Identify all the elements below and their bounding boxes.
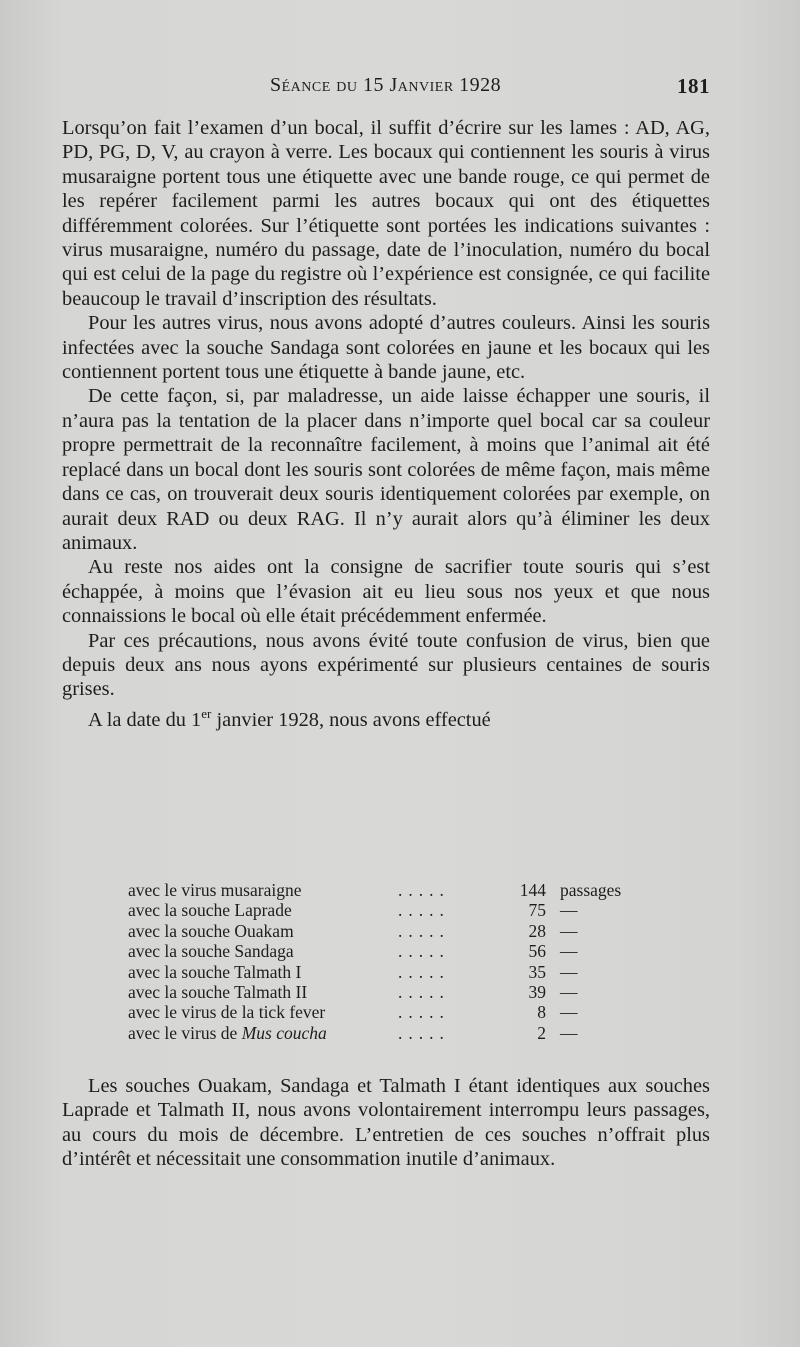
passage-label: avec la souche Ouakam <box>128 920 294 941</box>
ditto-dash: — <box>560 1022 578 1043</box>
leader-dots: ..... <box>398 1022 450 1043</box>
passage-row <box>128 1023 670 1043</box>
passage-count: 2 <box>537 1022 546 1043</box>
ditto-dash: — <box>560 1002 578 1023</box>
leader-dots: ..... <box>398 982 450 1003</box>
main-text <box>62 116 710 732</box>
passage-row <box>128 900 670 920</box>
leader-dots: ..... <box>398 1002 450 1023</box>
paragraph: Pour les autres virus, nous avons adopté d’autres couleurs. Ainsi les souris infectées avec la souche Sandaga sont colorées en jaune et les bocaux qui les contiennent portent tous une étiquette à bande jaune, etc. <box>62 312 710 384</box>
leader-dots: ..... <box>398 900 450 921</box>
passage-row <box>128 921 670 941</box>
closing-paragraph: Les souches Ouakam, Sandaga et Talmath I étant identiques aux souches Laprade et Talmath II, nous avons volontairement interrompu leurs passages, au cours du mois de décembre. L’entretien de ces souches n’offrait plus d’intérêt et nécessitait une consommation inutile d’animaux. <box>62 1075 710 1171</box>
passage-label: avec le virus de Mus coucha <box>128 1022 327 1043</box>
passage-row <box>128 962 670 982</box>
passage-count: 28 <box>528 920 546 941</box>
passage-row <box>128 982 670 1002</box>
passage-label: avec la souche Laprade <box>128 900 292 921</box>
ditto-dash: — <box>560 982 578 1003</box>
passage-label: avec la souche Talmath II <box>128 982 308 1003</box>
passage-label: avec la souche Talmath I <box>128 961 302 982</box>
passage-label: avec la souche Sandaga <box>128 941 294 962</box>
intro-before: A la date du 1 <box>88 708 202 731</box>
header-title: Séance du 15 Janvier 1928 <box>270 74 502 96</box>
passages-table <box>128 880 670 1043</box>
passage-row <box>128 941 670 961</box>
ditto-dash: — <box>560 941 578 962</box>
intro-sup: er <box>201 705 212 721</box>
passage-count: 39 <box>528 982 546 1003</box>
intro-after: janvier 1928, nous avons effectué <box>211 708 491 731</box>
passage-count: 144 <box>519 880 546 900</box>
paragraph: Par ces précautions, nous avons évité toute confusion de virus, bien que depuis deux ans nous ayons expérimenté sur plusieurs centaines de souris grises. <box>62 629 710 701</box>
closing-text <box>62 1074 710 1172</box>
passage-row <box>128 880 670 900</box>
ditto-dash: — <box>560 961 578 982</box>
ditto-dash: — <box>560 920 578 941</box>
running-header <box>62 68 710 104</box>
ditto-dash: — <box>560 900 578 921</box>
passage-unit: passages <box>560 880 622 900</box>
leader-dots: ..... <box>398 880 450 900</box>
leader-dots: ..... <box>398 920 450 941</box>
passage-label: avec le virus musaraigne <box>128 880 302 900</box>
passage-count: 35 <box>528 961 546 982</box>
leader-dots: ..... <box>398 941 450 962</box>
passage-label: avec le virus de la tick fever <box>128 1002 326 1023</box>
intro-line <box>62 702 710 732</box>
passage-count: 8 <box>537 1002 546 1023</box>
paragraph: De cette façon, si, par maladresse, un aide laisse échapper une souris, il n’aura pas la tentation de la placer dans n’importe quel bocal car sa couleur propre permettrait de la reconnaître facilement, à moins que l’animal ait été replacé dans un bocal dont les souris sont colorées de même façon, mais même dans ce cas, on trouverait deux souris identiquement colorées par exemple, on aurait deux RAD ou deux RAG. Il n’y aurait alors qu’à éliminer les deux animaux. <box>62 385 710 554</box>
leader-dots: ..... <box>398 961 450 982</box>
passage-count: 56 <box>528 941 546 962</box>
paragraph: Lorsqu’on fait l’examen d’un bocal, il suffit d’écrire sur les lames : AD, AG, PD, PG, D, V, au crayon à verre. Les bocaux qui contiennent les souris à virus musaraigne portent tous une étiquette avec une bande rouge, ce qui permet de les repérer facilement parmi les autres bocaux qui ont des étiquettes différemment colorées. Sur l’étiquette sont portées les indications suivantes : virus musaraigne, numéro du passage, date de l’inoculation, numéro du bocal qui est celui de la page du registre où l’expérience est consignée, ce qui facilite beaucoup le travail d’inscription des résultats. <box>62 117 710 310</box>
page-number: 181 <box>677 74 710 98</box>
paragraph: Au reste nos aides ont la consigne de sacrifier toute souris qui s’est échappée, à moins que l’évasion ait eu lieu sous nos yeux et que nous connaissions le bocal où elle était précédemment enfermée. <box>62 556 710 628</box>
passage-count: 75 <box>528 900 546 921</box>
passage-row <box>128 1002 670 1022</box>
